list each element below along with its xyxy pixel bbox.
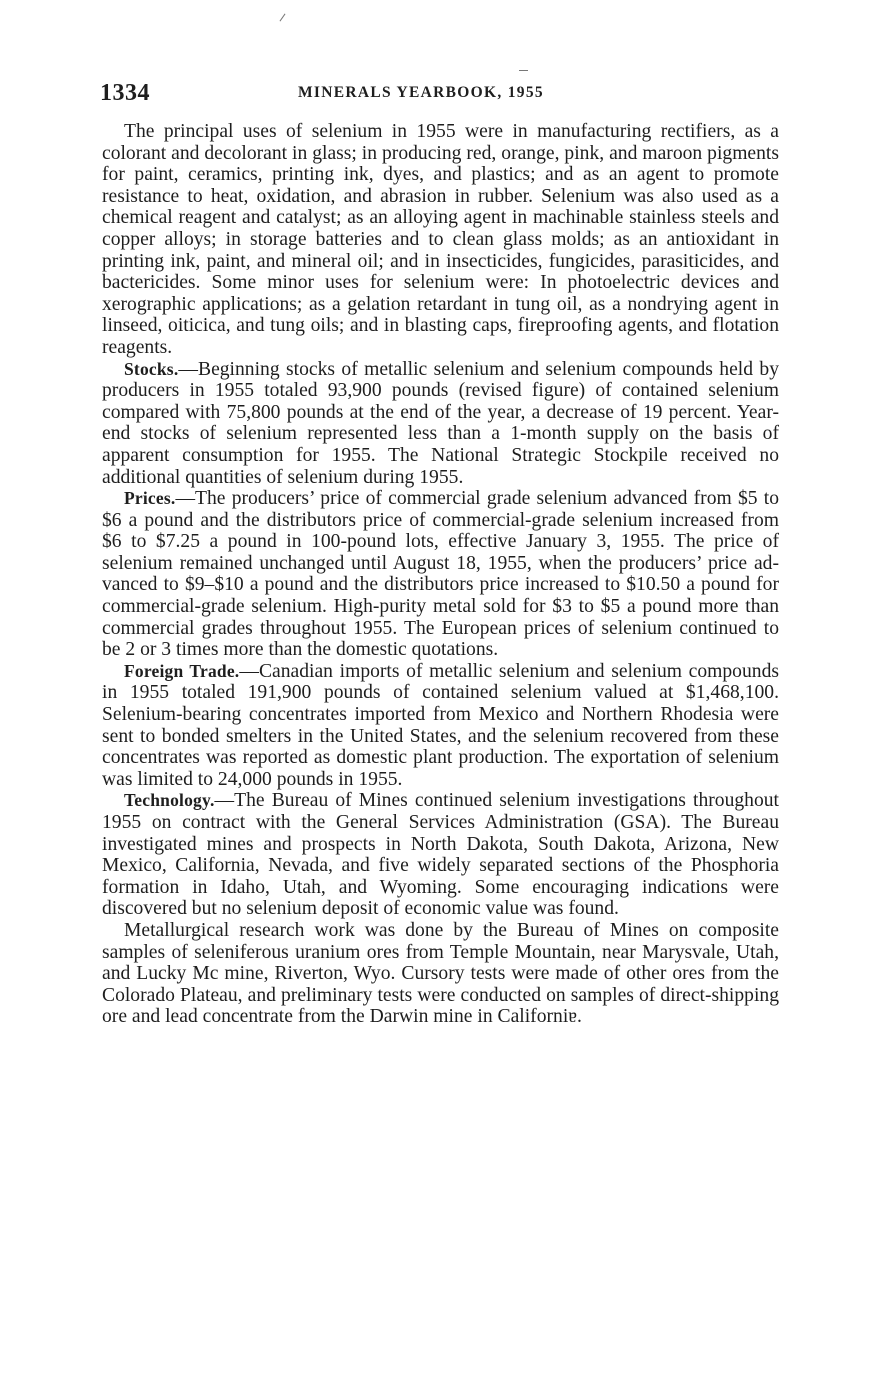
paragraph-text: —Canadian imports of metallic selenium and selenium compounds in 1955 totaled 191,900 pounds of contained selenium valued at $1,468,100. Selenium-bearing concentrates imported from Mexico and Northern Rhodesia were sent to bonded smelters in the United States, and the selenium recovered from these concentrates was reported as domestic plant production. The exportation of selenium was limited to 24,000 pounds in 1955. [102,660,779,790]
paragraph-foreign-trade [102,661,779,791]
paragraph-metallurgical-research [102,920,779,1028]
paragraph-principal-uses [102,121,779,359]
paragraph-text: —The Bureau of Mines continued selenium investigations throughout 1955 on contract with the General Services Administration (GSA). The Bureau investigated mines and prospects in North Dakota, South Dakota, Arizona, New Mexico, California, Nevada, and five widely separated sections of the Phosphoria formation in Idaho, Utah, and Wyoming. Some encouraging indications were discovered but no selenium deposit of economic value was found. [102,790,779,920]
paragraph-stocks [102,359,779,489]
body-text [102,121,779,1028]
paragraph-text: —Beginning stocks of metallic selenium and selenium compounds held by producers in 1955 totaled 93,900 pounds (revised figure) of contained selenium compared with 75,800 pounds at the end of the year, a decrease of 19 percent. Year-end stocks of selenium represented less than a 1-month supply on the basis of apparent consumption for 1955. The National Strategic Stockpile received no additional quantities of selenium during 1955. [102,358,779,488]
page-number: 1334 [100,80,150,106]
page-header [100,80,780,110]
paragraph-technology [102,790,779,920]
paragraph-prices [102,488,779,661]
paragraph-text: The principal uses of selenium in 1955 were in manufacturing rectifiers, as a colorant and decolorant in glass; in producing red, orange, pink, and maroon pigments for paint, ceramics, printing ink, dyes, and plastics; and as an agent to promote resistance to heat, oxidation, and abrasion in rubber. Selenium was also used as a chemical reagent and catalyst; as an alloying agent in machinable stainless steels and copper alloys; in storage batteries and to clean glass molds; as an antioxidant in printing ink, paint, and mineral oil; and in insecticides, fungicides, parasiticides, and bactericides. Some minor uses for selenium were: In photoelectric devices and xerographic applications; as a gelation retardant in tung oil, as a nondrying agent in linseed, oiticica, and tung oils; and in blasting caps, fireproofing agents, and flotation reagents. [102,121,779,358]
run-in-heading: Prices. [124,488,176,509]
run-in-heading: Foreign Trade. [124,660,240,681]
running-head: MINERALS YEARBOOK, 1955 [298,84,544,101]
paragraph-text: Metallurgical research work was done by the Bureau of Mines on composite samples of seleniferous uranium ores from Temple Mountain, near Marysvale, Utah, and Lucky Mc mine, Riverton, Wyo. Cursory tests were made of other ores from the Colorado Plateau, and preliminary tests were conducted on samples of direct-shipping ore and lead concentrate from the Darwin mine in Californiɐ. [102,919,779,1028]
run-in-heading: Technology. [124,790,215,811]
paragraph-text: —The producers’ price of commercial grade selenium advanced from $5 to $6 a pound and the distributors price of commercial-grade selenium increased from $6 to $7.25 a pound in 100-pound lots, effective January 3, 1955. The price of selenium remained unchanged until August 18, 1955, when the producers’ price advanced to $9–$10 a pound and the distributors price increased to $10.50 a pound for commercial-grade selenium. High-purity metal sold for $3 to $5 a pound more than commercial grades throughout 1955. The European prices of selenium continued to be 2 or 3 times more than the domestic quotations. [102,488,779,661]
run-in-heading: Stocks. [124,358,179,379]
scan-speck [280,14,286,22]
scan-speck [519,70,528,71]
